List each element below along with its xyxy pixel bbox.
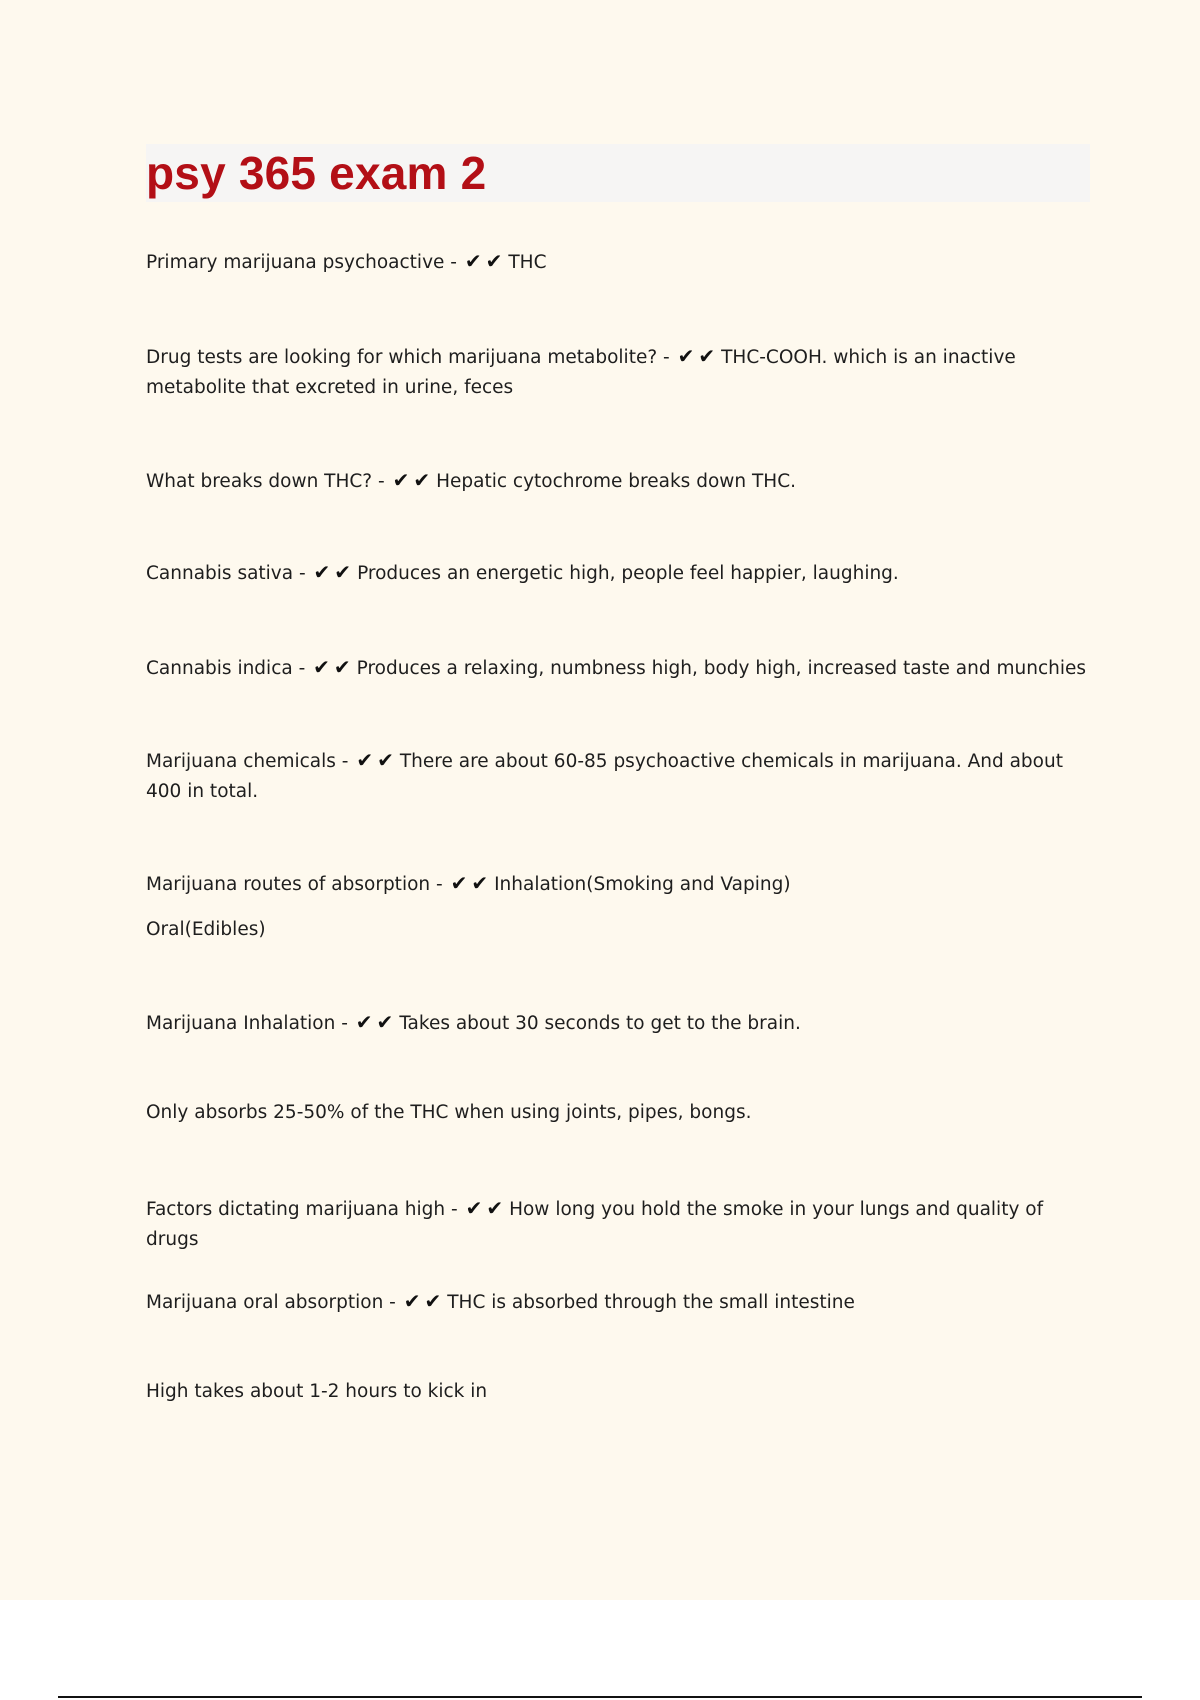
card-question: Drug tests are looking for which marijuana metabolite? <box>146 347 658 368</box>
footer-rule <box>58 1696 1142 1698</box>
card-question: Primary marijuana psychoactive <box>146 252 445 273</box>
double-check-icon: ✔✔ <box>313 655 355 679</box>
card-separator: - <box>293 563 312 584</box>
double-check-icon: ✔✔ <box>356 748 398 772</box>
card-separator: - <box>335 1013 354 1034</box>
card-question: Marijuana chemicals <box>146 751 336 772</box>
flashcard <box>146 341 1096 403</box>
flashcard <box>146 1007 1096 1039</box>
card-question: Cannabis sativa <box>146 563 294 584</box>
card-question: Factors dictating marijuana high <box>146 1199 446 1220</box>
card-answer: THC <box>508 252 547 273</box>
card-answer: Produces an energetic high, people feel happier, laughing. <box>357 563 899 584</box>
card-separator: - <box>372 471 391 492</box>
double-check-icon: ✔✔ <box>403 1289 446 1313</box>
flashcard <box>146 868 1096 900</box>
answer-continuation: Oral(Edibles) <box>146 919 266 940</box>
answer-continuation: Only absorbs 25-50% of the THC when using joints, pipes, bongs. <box>146 1102 752 1123</box>
double-check-icon: ✔✔ <box>355 1010 398 1034</box>
flashcard <box>146 557 1096 589</box>
card-answer: Produces a relaxing, numbness high, body high, increased taste and munchies <box>356 658 1086 679</box>
flashcard <box>146 1193 1096 1255</box>
card-answer: How long you hold the smoke in your lungs and quality of drugs <box>146 1199 1044 1250</box>
card-separator: - <box>445 1199 464 1220</box>
card-separator: - <box>444 252 463 273</box>
card-question: What breaks down THC? <box>146 471 373 492</box>
card-separator: - <box>430 874 449 895</box>
card-separator: - <box>383 1292 402 1313</box>
answer-continuation: High takes about 1-2 hours to kick in <box>146 1381 488 1402</box>
flashcard <box>146 246 1096 278</box>
flashcard <box>146 745 1096 807</box>
double-check-icon: ✔✔ <box>464 249 507 273</box>
double-check-icon: ✔✔ <box>392 468 435 492</box>
card-answer: There are about 60-85 psychoactive chemicals in marijuana. And about 400 in total. <box>146 751 1063 802</box>
double-check-icon: ✔✔ <box>677 344 720 368</box>
card-answer: Inhalation(Smoking and Vaping) <box>494 874 791 895</box>
double-check-icon: ✔✔ <box>313 560 356 584</box>
card-answer: Takes about 30 seconds to get to the brain. <box>399 1013 801 1034</box>
card-answer: THC is absorbed through the small intestine <box>447 1292 855 1313</box>
document-title: psy 365 exam 2 <box>146 147 487 199</box>
card-separator: - <box>292 658 312 679</box>
card-question: Marijuana Inhalation <box>146 1013 336 1034</box>
card-answer: Hepatic cytochrome breaks down THC. <box>436 471 797 492</box>
card-separator: - <box>335 751 355 772</box>
flashcard <box>146 652 1096 684</box>
card-answer: THC-COOH. which is an inactive metabolite that excreted in urine, feces <box>146 347 1016 398</box>
card-question: Marijuana routes of absorption <box>146 874 431 895</box>
flashcard <box>146 1286 1096 1318</box>
double-check-icon: ✔✔ <box>465 1196 508 1220</box>
card-question: Cannabis indica <box>146 658 293 679</box>
card-separator: - <box>657 347 676 368</box>
double-check-icon: ✔✔ <box>450 871 493 895</box>
flashcard <box>146 465 1096 497</box>
card-question: Marijuana oral absorption <box>146 1292 384 1313</box>
